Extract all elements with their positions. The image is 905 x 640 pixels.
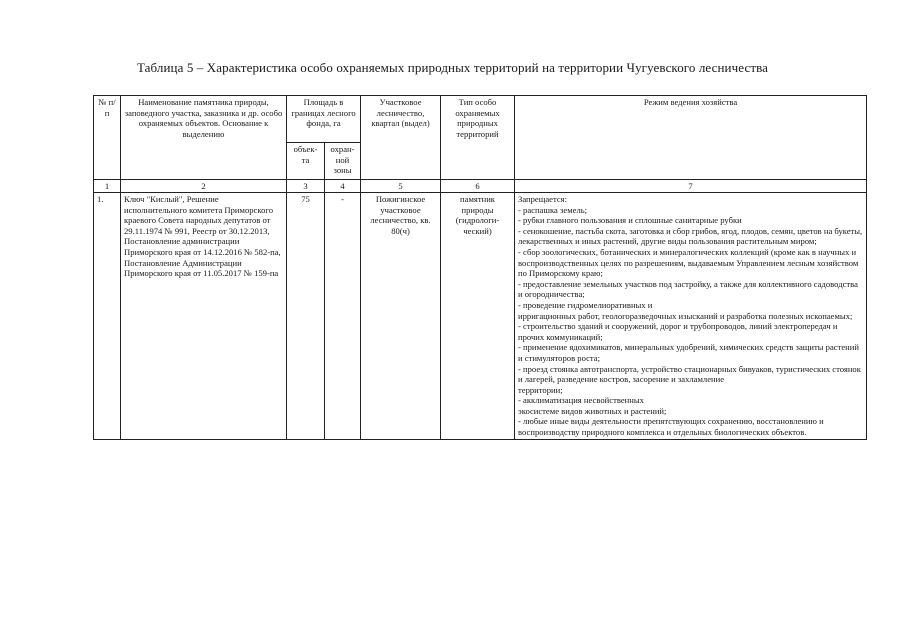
column-number: 7 bbox=[515, 180, 867, 193]
column-number: 5 bbox=[361, 180, 441, 193]
header-location: Участковое лесничество, квартал (выдел) bbox=[361, 96, 441, 180]
header-type: Тип особо охраняемых природных территорий bbox=[441, 96, 515, 180]
column-number: 2 bbox=[121, 180, 287, 193]
column-numbers-row bbox=[94, 180, 867, 193]
row-num: 1. bbox=[94, 193, 121, 440]
regime-line: - сенокошение, пастьба скота, заготовка и сбор грибов, ягод, плодов, семян, цветов на букеты, лекарственных и иных растений, другие виды пользования растительным миром; bbox=[518, 225, 863, 247]
regime-line: - распашка земель; bbox=[518, 204, 588, 215]
row-area-zone: - bbox=[325, 193, 361, 440]
column-number: 3 bbox=[287, 180, 325, 193]
header-regime: Режим ведения хозяйства bbox=[515, 96, 867, 180]
row-name: Ключ "Кислый", Решение исполнительного комитета Приморского краевого Совета народных депутатов от 29.11.1974 № 991, Реестр от 30.12.2013, Постановление администрации Приморского края от 14.12.2016 № 582-па, Постановление Администрации Приморского края от 11.05.2017 № 159-па bbox=[121, 193, 287, 440]
regime-line: - строительство зданий и сооружений, дорог и трубопроводов, линий электропередач и прочих коммуникаций; bbox=[518, 321, 838, 342]
regime-line: - применение ядохимикатов, минеральных удобрений, химических средств защиты растений и стимуляторов роста; bbox=[518, 342, 859, 363]
regime-line: - проведение гидромелиоративных и bbox=[518, 299, 653, 310]
column-number: 4 bbox=[325, 180, 361, 193]
regime-line: - рубки главного пользования и сплошные санитарные рубки bbox=[518, 215, 742, 226]
header-name: Наименование памятника природы, заповедного участка, заказника и др. особо охраняемых объектов. Основание к выделению bbox=[121, 96, 287, 180]
protected-areas-table bbox=[93, 95, 867, 440]
regime-line: Запрещается: bbox=[518, 194, 567, 204]
row-location: Пожигинское участковое лесничество, кв. 80(ч) bbox=[361, 193, 441, 440]
regime-line: - предоставление земельных участков под застройку, а также для коллективного садоводства и огородничества; bbox=[518, 278, 858, 300]
regime-line: ирригационных работ, геологоразведочных изысканий и разработка полезных ископаемых; bbox=[518, 310, 853, 321]
regime-line: - сбор зоологических, ботанических и минералогических коллекций (кроме как в научных и воспроизводственных целях по разрешениям, выдаваемым Управлением лесным хозяйством по Приморскому краю; bbox=[518, 246, 859, 279]
regime-line: экосистеме видов животных и растений; bbox=[518, 405, 667, 416]
header-area: Площадь в границах лесного фонда, га bbox=[287, 96, 361, 143]
table-row bbox=[94, 193, 867, 440]
column-number: 1 bbox=[94, 180, 121, 193]
regime-line: - акклиматизация несвойственных bbox=[518, 395, 644, 406]
column-number: 6 bbox=[441, 180, 515, 193]
table-caption: Таблица 5 – Характеристика особо охраняемых природных территорий на территории Чугуевского лесничества bbox=[136, 60, 769, 75]
regime-line: - проезд стоянка автотранспорта, устройство стационарных бивуаков, туристических стоянок и лагерей, разведение костров, засорение и захламление bbox=[518, 363, 861, 385]
row-type: памятник природы (гидрологи-ческий) bbox=[441, 193, 515, 440]
header-area-object: объек-та bbox=[287, 143, 325, 180]
row-regime bbox=[515, 193, 867, 440]
header-area-zone: охран-ной зоны bbox=[325, 143, 361, 180]
regime-line: территории; bbox=[518, 384, 563, 395]
header-num: № п/п bbox=[94, 96, 121, 180]
regime-line: - любые иные виды деятельности препятствующих сохранению, восстановлению и воспроизводству природного комплекса и отдельных биологических объектов. bbox=[518, 416, 824, 438]
header-row bbox=[94, 96, 867, 143]
row-area-object: 75 bbox=[287, 193, 325, 440]
